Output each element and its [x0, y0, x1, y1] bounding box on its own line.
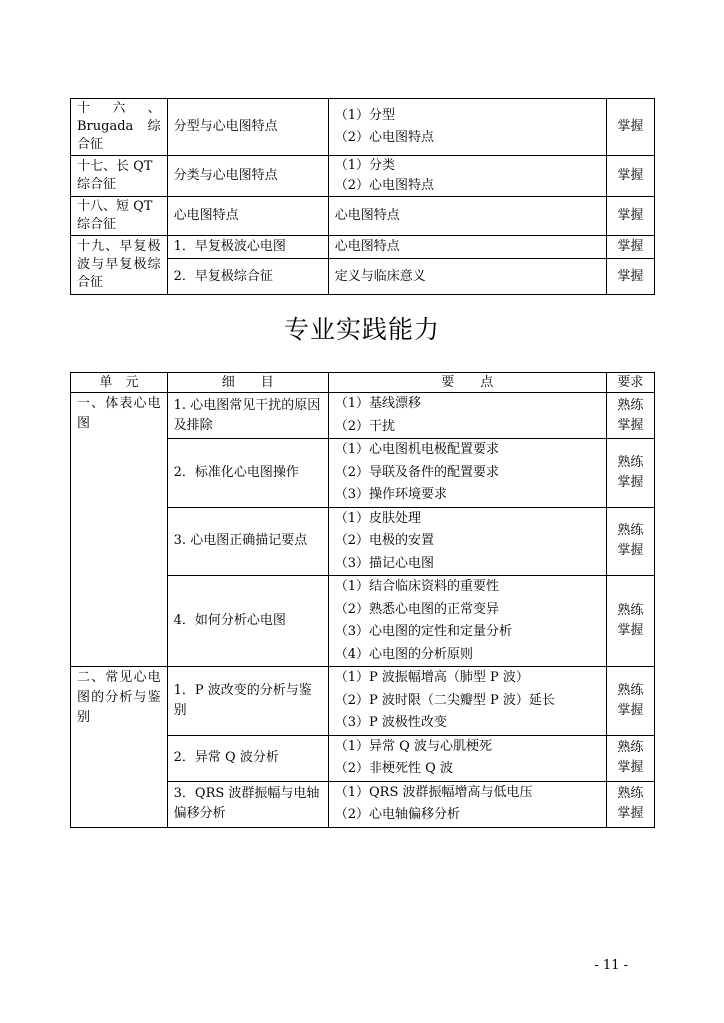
continuation-table: [70, 98, 655, 295]
practice-ability-table: [70, 372, 655, 828]
table-row: [71, 236, 655, 259]
detail-cell: 分类与心电图特点: [167, 156, 328, 197]
unit-cell: 一、体表心电图: [71, 393, 168, 667]
point-item: （1）结合临床资料的重要性: [334, 579, 500, 594]
point-item: （3）描记心电图: [334, 555, 435, 571]
unit-cell: 十九、早复极波与早复极综合征: [71, 236, 168, 295]
point-item: （1）分型: [334, 107, 396, 123]
point-item: （2）非梗死性 Q 波: [334, 761, 453, 776]
points-cell: [328, 735, 606, 781]
unit-cell: 十七、长 QT 综合征: [71, 156, 168, 197]
points-cell: [328, 576, 606, 667]
requirement-cell: 熟练掌握: [606, 576, 654, 667]
requirement-cell: 熟练掌握: [606, 667, 654, 736]
point-item: （4）心电图的分析原则: [334, 646, 474, 662]
requirement-cell: 掌握: [606, 156, 654, 197]
detail-cell: 心电图特点: [167, 197, 328, 236]
table-row: [71, 99, 655, 156]
point-item: （1）基线漂移: [334, 396, 422, 411]
detail-cell: 1．早复极波心电图: [167, 236, 328, 259]
table-row: [71, 197, 655, 236]
points-cell: [328, 667, 606, 736]
unit-cell: 十六、Brugada 综合征: [71, 99, 168, 156]
requirement-cell: 熟练掌握: [606, 393, 654, 439]
header-points: 要 点: [328, 373, 606, 393]
requirement-cell: 掌握: [606, 259, 654, 295]
point-item: （2）心电图特点: [334, 130, 435, 145]
requirement-cell: 掌握: [606, 197, 654, 236]
unit-cell: 十八、短 QT 综合征: [71, 197, 168, 236]
table-row: [71, 393, 655, 439]
header-detail: 细 目: [167, 373, 328, 393]
detail-cell: 3．QRS 波群振幅与电轴偏移分析: [167, 781, 328, 827]
detail-cell: 3. 心电图正确描记要点: [167, 507, 328, 576]
point-item: （2）心电图特点: [334, 178, 435, 193]
requirement-cell: 熟练掌握: [606, 507, 654, 576]
point-item: （1）异常 Q 波与心肌梗死: [334, 738, 492, 754]
point-item: （2）干扰: [334, 418, 396, 434]
table-row: [71, 156, 655, 197]
table-header-row: [71, 373, 655, 393]
point-item: （2）P 波时限（二尖瓣型 P 波）延长: [334, 692, 555, 708]
point-item: （1）P 波振幅增高（肺型 P 波）: [334, 670, 529, 685]
detail-cell: 分型与心电图特点: [167, 99, 328, 156]
detail-cell: 4．如何分析心电图: [167, 576, 328, 667]
point-item: （1）心电图机电极配置要求: [334, 442, 500, 457]
point-item: （1）分类: [334, 158, 396, 173]
points-cell: [328, 439, 606, 508]
point-item: （3）操作环境要求: [334, 487, 448, 502]
header-unit: 单 元: [71, 373, 168, 393]
requirement-cell: 熟练掌握: [606, 781, 654, 827]
point-item: （1）皮肤处理: [334, 510, 422, 526]
point-item: （3）P 波极性改变: [334, 715, 447, 730]
detail-cell: 2．异常 Q 波分析: [167, 735, 328, 781]
requirement-cell: 掌握: [606, 236, 654, 259]
requirement-cell: 熟练掌握: [606, 439, 654, 508]
detail-cell: 1．P 波改变的分析与鉴别: [167, 667, 328, 736]
points-cell: [328, 507, 606, 576]
points-cell: [328, 156, 606, 197]
requirement-cell: 掌握: [606, 99, 654, 156]
points-cell: [328, 99, 606, 156]
detail-cell: 2．早复极综合征: [167, 259, 328, 295]
header-requirement: 要求: [606, 373, 654, 393]
table-row: [71, 667, 655, 736]
point-item: （2）电极的安置: [334, 533, 435, 548]
point-item: （2）导联及备件的配置要求: [334, 464, 500, 480]
points-cell: 心电图特点: [328, 197, 606, 236]
point-item: （1）QRS 波群振幅增高与低电压: [334, 784, 533, 800]
detail-cell: 1. 心电图常见干扰的原因及排除: [167, 393, 328, 439]
points-cell: 心电图特点: [328, 236, 606, 259]
requirement-cell: 熟练掌握: [606, 735, 654, 781]
page-number: - 11 -: [594, 958, 628, 973]
unit-cell: 二、常见心电图的分析与鉴别: [71, 667, 168, 828]
point-item: （2）熟悉心电图的正常变异: [334, 601, 500, 617]
point-item: （2）心电轴偏移分析: [334, 807, 461, 822]
points-cell: [328, 781, 606, 827]
detail-cell: 2．标准化心电图操作: [167, 439, 328, 508]
points-cell: [328, 393, 606, 439]
section-title: 专业实践能力: [283, 315, 440, 344]
points-cell: 定义与临床意义: [328, 259, 606, 295]
point-item: （3）心电图的定性和定量分析: [334, 624, 513, 639]
